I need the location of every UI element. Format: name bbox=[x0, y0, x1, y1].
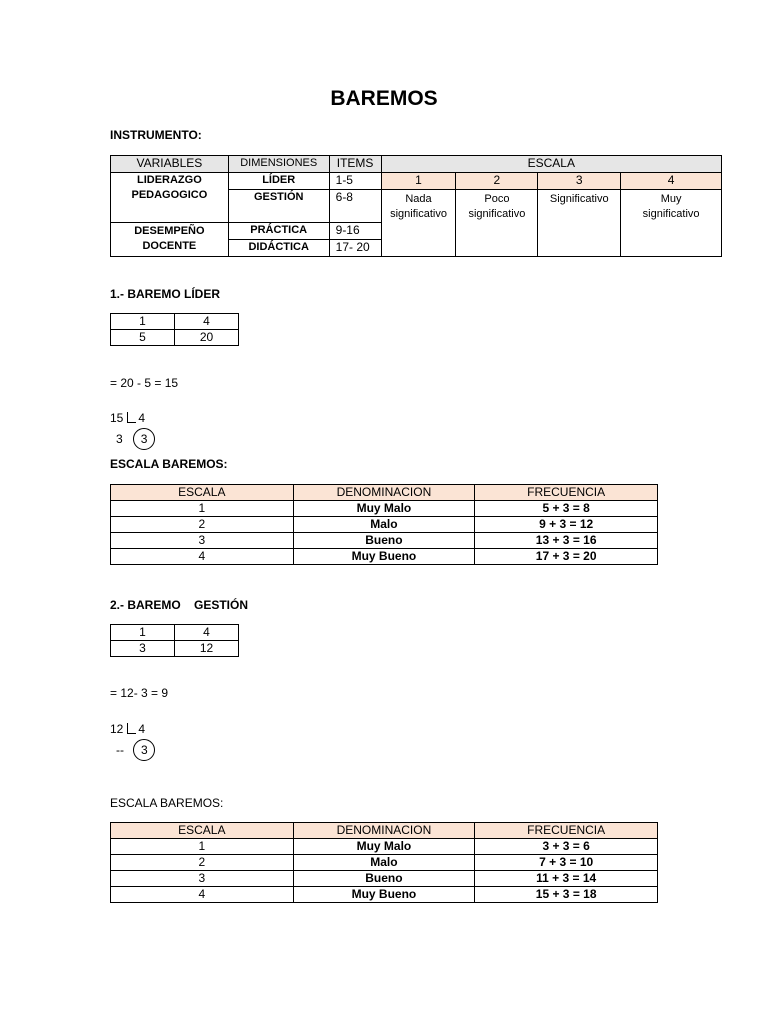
dimension-practica: PRÁCTICA bbox=[228, 223, 329, 240]
denominacion-cell: Bueno bbox=[293, 533, 475, 549]
section1-escala-table bbox=[110, 484, 658, 565]
denominacion-cell: Muy Malo bbox=[293, 501, 475, 517]
section2-division bbox=[110, 722, 145, 736]
section2-escala-label: ESCALA BAREMOS: bbox=[110, 796, 224, 810]
variable-desempeno-line1: DESEMPEÑO bbox=[134, 225, 205, 237]
header-variables: VARIABLES bbox=[111, 156, 229, 173]
range-cell: 4 bbox=[175, 625, 239, 641]
items-lider: 1-5 bbox=[329, 173, 381, 190]
frecuencia-cell: 7 + 3 = 10 bbox=[475, 855, 658, 871]
dimension-didactica: DIDÁCTICA bbox=[228, 240, 329, 257]
table-row bbox=[111, 533, 658, 549]
section2-range-table bbox=[110, 624, 239, 657]
scale-label-2 bbox=[456, 190, 538, 257]
table-row bbox=[111, 887, 658, 903]
escala-cell: 1 bbox=[111, 501, 294, 517]
items-practica: 9-16 bbox=[329, 223, 381, 240]
scale-number-3: 3 bbox=[538, 173, 621, 190]
frecuencia-cell: 5 + 3 = 8 bbox=[475, 501, 658, 517]
denominacion-cell: Muy Bueno bbox=[293, 887, 475, 903]
escala-cell: 1 bbox=[111, 839, 294, 855]
escala-cell: 3 bbox=[111, 533, 294, 549]
denominacion-cell: Muy Bueno bbox=[293, 549, 475, 565]
section2-heading: 2.- BAREMO GESTIÓN bbox=[110, 598, 249, 612]
denominacion-cell: Muy Malo bbox=[293, 839, 475, 855]
escala-cell: 4 bbox=[111, 887, 294, 903]
escala-cell: 2 bbox=[111, 517, 294, 533]
table-row bbox=[111, 549, 658, 565]
header-denominacion: DENOMINACION bbox=[293, 823, 475, 839]
range-cell: 20 bbox=[175, 330, 239, 346]
items-gestion: 6-8 bbox=[329, 190, 381, 223]
variable-liderazgo bbox=[111, 173, 229, 223]
section1-division-result bbox=[116, 428, 155, 450]
divisor: 4 bbox=[138, 411, 146, 425]
range-cell: 1 bbox=[111, 625, 175, 641]
table-row bbox=[111, 871, 658, 887]
header-escala: ESCALA bbox=[381, 156, 721, 173]
variable-desempeno-line2: DOCENTE bbox=[142, 240, 197, 252]
frecuencia-cell: 3 + 3 = 6 bbox=[475, 839, 658, 855]
header-escala: ESCALA bbox=[111, 823, 294, 839]
scale-label-1 bbox=[381, 190, 456, 257]
range-cell: 1 bbox=[111, 314, 175, 330]
escala-cell: 2 bbox=[111, 855, 294, 871]
remainder: -- bbox=[116, 743, 124, 757]
items-didactica: 17- 20 bbox=[329, 240, 381, 257]
range-cell: 3 bbox=[111, 641, 175, 657]
dimension-gestion: GESTIÓN bbox=[228, 190, 329, 223]
variable-liderazgo-line2: PEDAGOGICO bbox=[131, 189, 208, 201]
division-bracket-icon bbox=[127, 723, 136, 734]
section1-calc: = 20 - 5 = 15 bbox=[110, 376, 179, 390]
escala-cell: 4 bbox=[111, 549, 294, 565]
scale-number-1: 1 bbox=[381, 173, 456, 190]
section2-division-result bbox=[116, 739, 155, 761]
remainder: 3 bbox=[116, 432, 123, 446]
frecuencia-cell: 9 + 3 = 12 bbox=[475, 517, 658, 533]
scale-label-1-line2: significativo bbox=[390, 208, 447, 220]
escala-cell: 3 bbox=[111, 871, 294, 887]
section1-escala-label: ESCALA BAREMOS: bbox=[110, 457, 228, 471]
frecuencia-cell: 13 + 3 = 16 bbox=[475, 533, 658, 549]
scale-label-1-line1: Nada bbox=[405, 193, 432, 205]
table-row bbox=[111, 855, 658, 871]
frecuencia-cell: 15 + 3 = 18 bbox=[475, 887, 658, 903]
variable-liderazgo-line1: LIDERAZGO bbox=[136, 174, 202, 186]
range-cell: 12 bbox=[175, 641, 239, 657]
scale-label-4 bbox=[621, 190, 722, 257]
scale-number-2: 2 bbox=[456, 173, 538, 190]
section1-range-table bbox=[110, 313, 239, 346]
quotient-circle: 3 bbox=[133, 739, 155, 761]
header-frecuencia: FRECUENCIA bbox=[475, 823, 658, 839]
table-row bbox=[111, 517, 658, 533]
header-items: ITEMS bbox=[329, 156, 381, 173]
variable-desempeno bbox=[111, 223, 229, 257]
scale-label-3 bbox=[538, 190, 621, 257]
header-frecuencia: FRECUENCIA bbox=[475, 485, 658, 501]
frecuencia-cell: 11 + 3 = 14 bbox=[475, 871, 658, 887]
table-row bbox=[111, 839, 658, 855]
scale-label-3-line1: Significativo bbox=[549, 193, 609, 205]
scale-label-2-line2: significativo bbox=[468, 208, 526, 220]
scale-label-4-line1: Muy bbox=[660, 193, 682, 205]
section2-calc: = 12- 3 = 9 bbox=[110, 686, 169, 700]
scale-label-2-line1: Poco bbox=[484, 193, 510, 205]
section2-escala-table bbox=[110, 822, 658, 903]
scale-label-4-line2: significativo bbox=[642, 208, 700, 220]
instrument-table bbox=[110, 155, 722, 257]
frecuencia-cell: 17 + 3 = 20 bbox=[475, 549, 658, 565]
scale-number-4: 4 bbox=[621, 173, 722, 190]
range-cell: 4 bbox=[175, 314, 239, 330]
header-denominacion: DENOMINACION bbox=[293, 485, 475, 501]
denominacion-cell: Malo bbox=[293, 855, 475, 871]
range-cell: 5 bbox=[111, 330, 175, 346]
dividend: 12 bbox=[110, 722, 124, 736]
table-row bbox=[111, 501, 658, 517]
header-escala: ESCALA bbox=[111, 485, 294, 501]
dividend: 15 bbox=[110, 411, 124, 425]
quotient-circle: 3 bbox=[133, 428, 155, 450]
divisor: 4 bbox=[138, 722, 146, 736]
denominacion-cell: Bueno bbox=[293, 871, 475, 887]
dimension-lider: LÍDER bbox=[228, 173, 329, 190]
section1-heading: 1.- BAREMO LÍDER bbox=[110, 287, 221, 301]
division-bracket-icon bbox=[127, 412, 136, 423]
page-title: BAREMOS bbox=[330, 87, 438, 110]
instrument-label: INSTRUMENTO: bbox=[110, 128, 202, 142]
header-dimensiones: DIMENSIONES bbox=[228, 156, 329, 173]
section1-division bbox=[110, 411, 145, 425]
denominacion-cell: Malo bbox=[293, 517, 475, 533]
